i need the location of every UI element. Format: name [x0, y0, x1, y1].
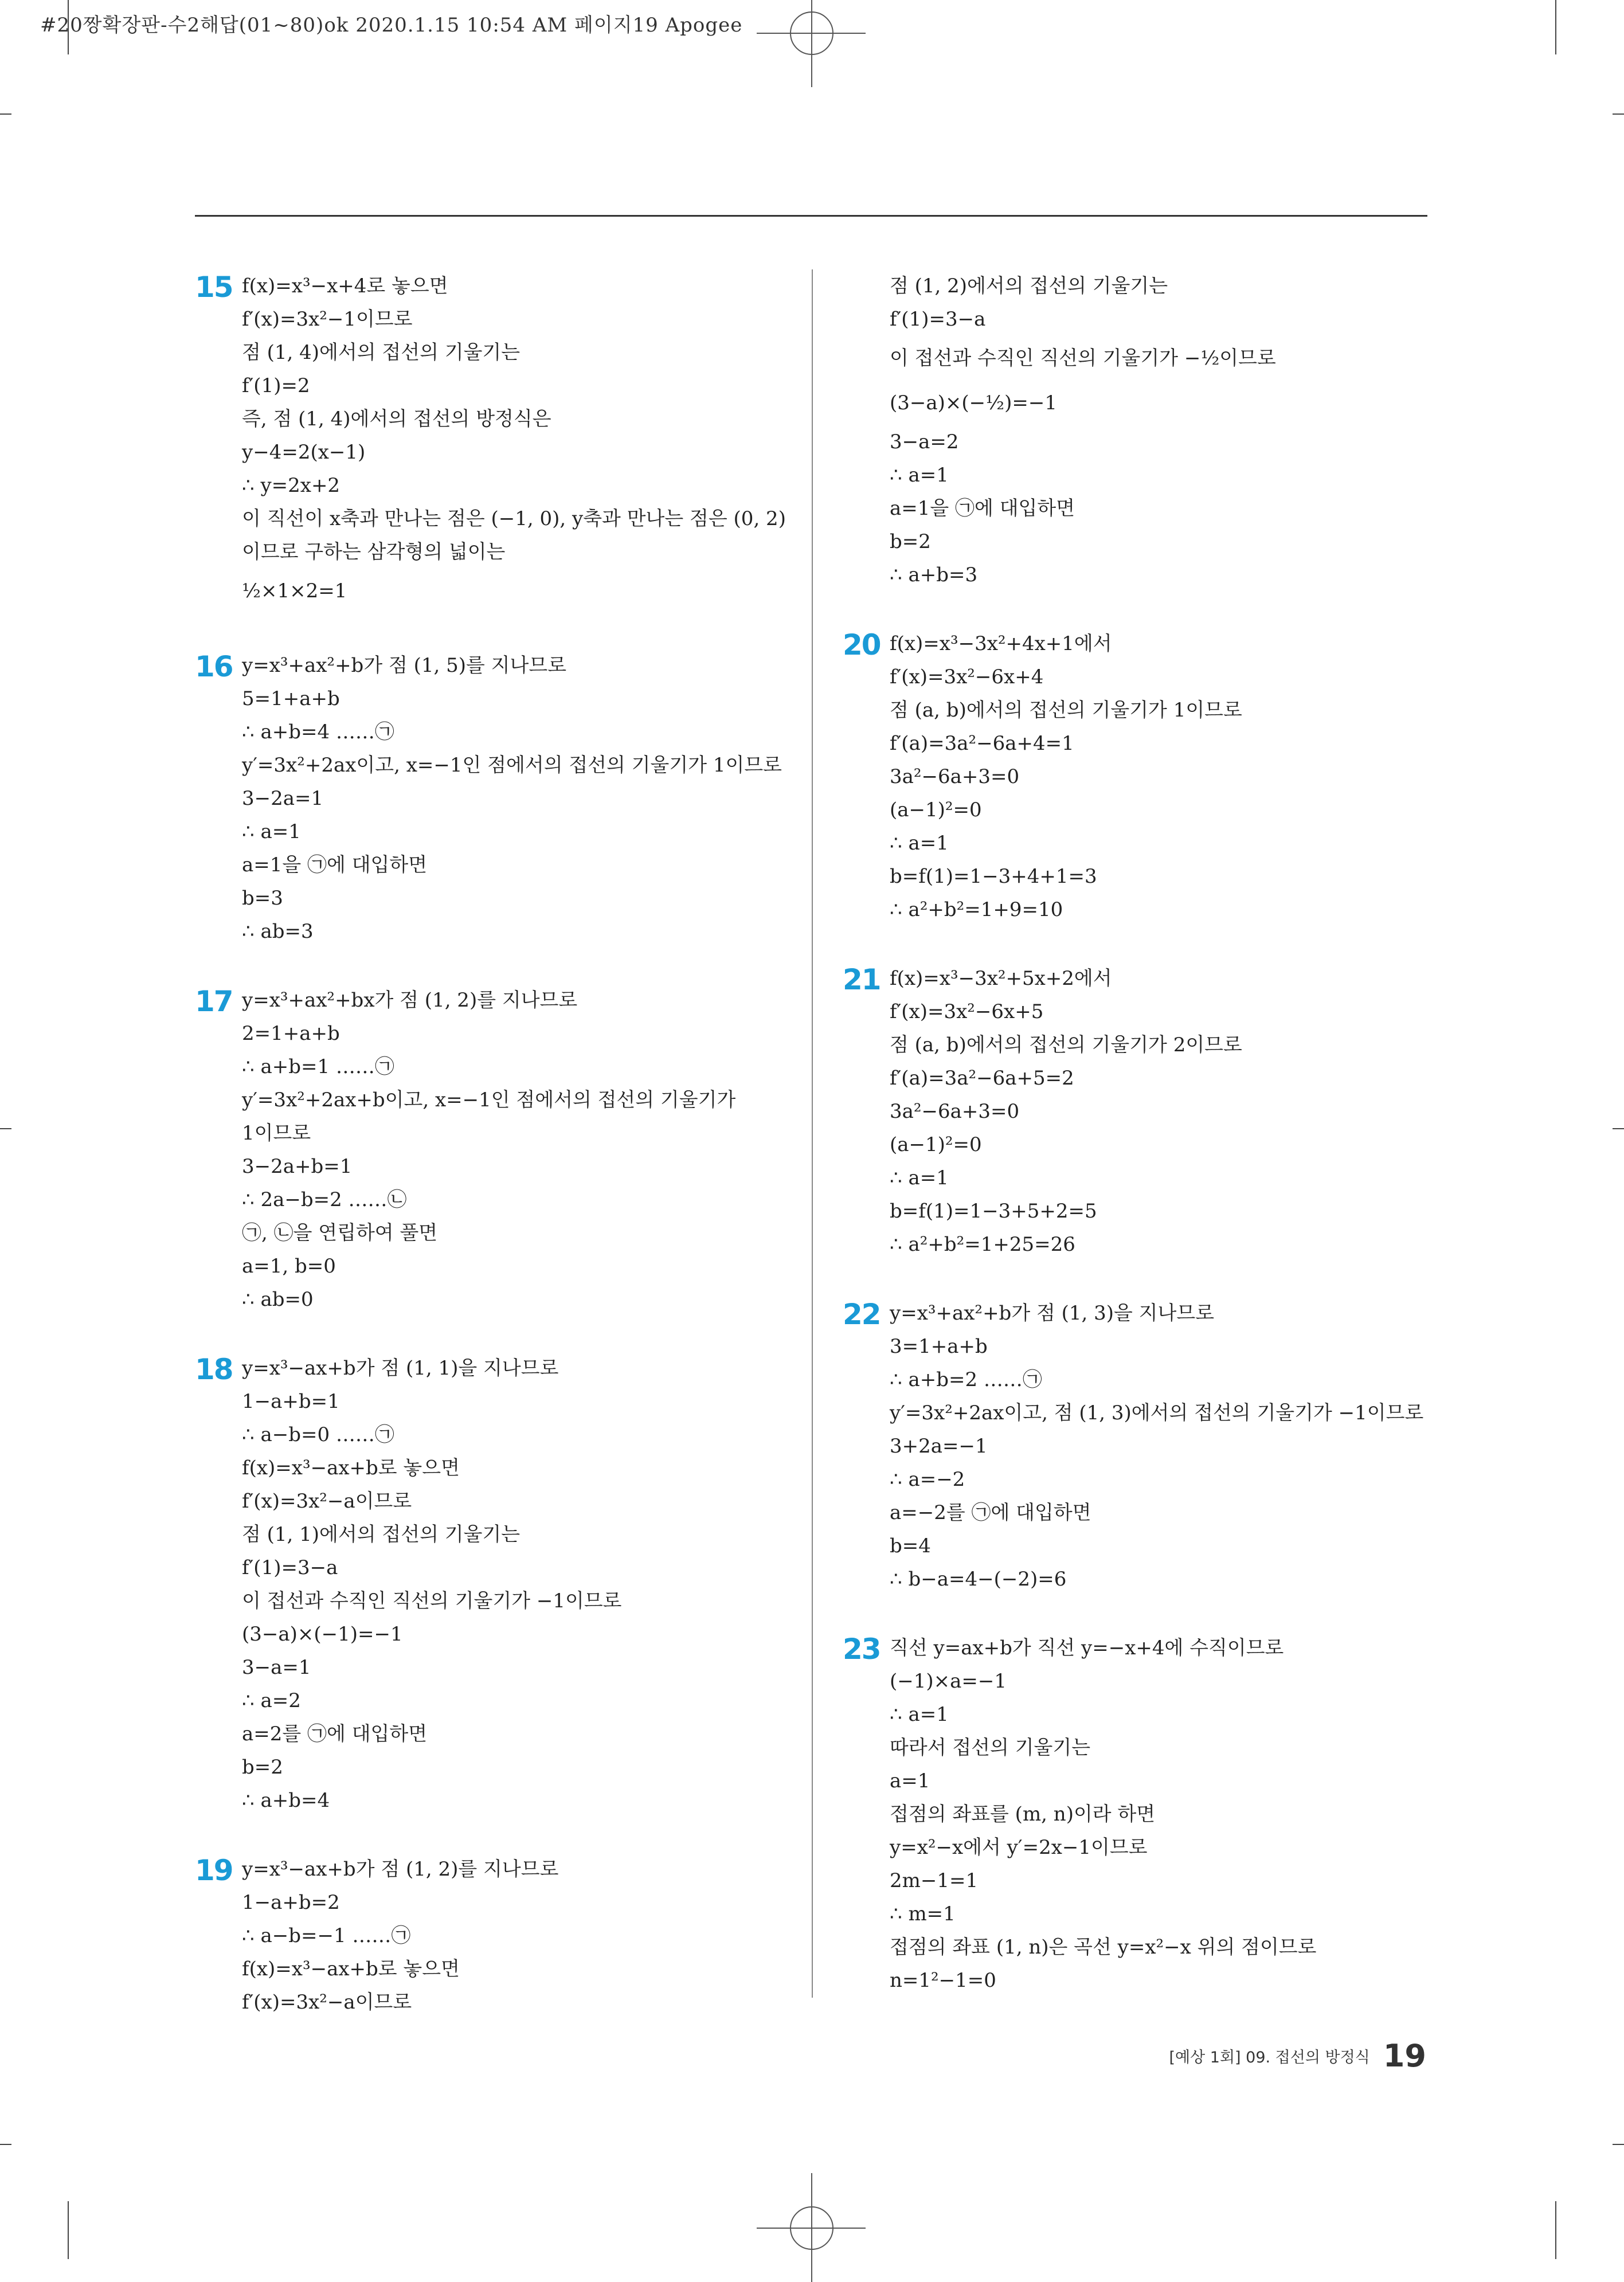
- registration-mark: [790, 2206, 833, 2250]
- crop-mark: [1555, 2201, 1556, 2259]
- solution-line: 3−a=1: [242, 1656, 311, 1679]
- solution-line: 2m−1=1: [890, 1869, 979, 1892]
- registration-mark: [790, 11, 833, 55]
- solution-line: ∴ a=1: [890, 832, 949, 855]
- solution-line: 직선 y=ax+b가 직선 y=−x+4에 수직이므로: [890, 1637, 1284, 1659]
- solution-line: 1−a+b=1: [242, 1390, 340, 1413]
- solution-line: y′=3x²+2ax이고, 점 (1, 3)에서의 접선의 기울기가 −1이므로: [890, 1402, 1424, 1424]
- solution-line: ∴ a²+b²=1+25=26: [890, 1233, 1075, 1256]
- solution-line: ∴ a+b=1 ……㉠: [242, 1055, 394, 1078]
- solution-line: 점 (1, 2)에서의 접선의 기울기는: [890, 275, 1168, 298]
- page-footer: [1169, 2038, 1426, 2074]
- solution-line: 따라서 접선의 기울기는: [890, 1736, 1091, 1759]
- problem-block: [195, 1853, 785, 2019]
- solution-line: b=f(1)=1−3+5+2=5: [890, 1200, 1097, 1223]
- solution-line: 접점의 좌표 (1, n)은 곡선 y=x²−x 위의 점이므로: [890, 1936, 1317, 1959]
- page-number: 19: [1383, 2038, 1426, 2074]
- crop-mark: [0, 113, 11, 115]
- solution-line: 3−2a=1: [242, 787, 324, 810]
- solution-line: 3+2a=−1: [890, 1435, 988, 1458]
- solution-line: y−4=2(x−1): [242, 441, 366, 464]
- solution-line: (a−1)²=0: [890, 798, 982, 821]
- problem-number: 23: [843, 1633, 881, 1666]
- solution-line: a=−2를 ㉠에 대입하면: [890, 1501, 1091, 1524]
- solution-line: (3−a)×(−1)=−1: [242, 1623, 403, 1646]
- header-rule: [195, 215, 1427, 217]
- solution-line: a=1을 ㉠에 대입하면: [890, 497, 1075, 520]
- solution-line: a=2를 ㉠에 대입하면: [242, 1723, 428, 1745]
- solution-line: 5=1+a+b: [242, 687, 340, 710]
- solution-line: ∴ ab=3: [242, 920, 314, 943]
- solution-line: y=x³+ax²+b가 점 (1, 5)를 지나므로: [242, 654, 567, 677]
- solution-line: ∴ ab=0: [242, 1288, 314, 1311]
- solution-line: b=f(1)=1−3+4+1=3: [890, 865, 1097, 888]
- problem-number: 20: [843, 628, 881, 661]
- solution-line: n=1²−1=0: [890, 1969, 996, 1992]
- solution-line: y=x³+ax²+bx가 점 (1, 2)를 지나므로: [242, 989, 578, 1012]
- solution-line: f(x)=x³−ax+b로 놓으면: [242, 1457, 460, 1479]
- problem-block: [195, 1352, 785, 1817]
- problem-block: [843, 1631, 1433, 1997]
- solution-line: ∴ a+b=4: [242, 1789, 330, 1812]
- problem-block: [843, 1297, 1433, 1596]
- solution-line: 점 (a, b)에서의 접선의 기울기가 1이므로: [890, 699, 1242, 722]
- problem-number: 22: [843, 1298, 881, 1331]
- column-divider: [812, 269, 813, 1998]
- solution-line: a=1을 ㉠에 대입하면: [242, 854, 428, 876]
- solution-line: b=2: [242, 1756, 283, 1779]
- solution-line: ∴ a−b=0 ……㉠: [242, 1423, 394, 1446]
- problem-number: 17: [195, 985, 233, 1018]
- solution-line: (3−a)×(−½)=−1: [890, 392, 1057, 414]
- problem-number: 21: [843, 963, 881, 996]
- solution-line: y=x³−ax+b가 점 (1, 2)를 지나므로: [242, 1858, 559, 1881]
- solution-line: f′(1)=3−a: [242, 1556, 338, 1579]
- solution-line: 접점의 좌표를 (m, n)이라 하면: [890, 1803, 1156, 1826]
- solution-line: ∴ a+b=2 ……㉠: [890, 1368, 1042, 1391]
- solution-line: f′(x)=3x²−1이므로: [242, 308, 413, 331]
- crop-mark: [1613, 1128, 1624, 1129]
- problem-block: [843, 269, 1433, 592]
- problem-number: 15: [195, 271, 233, 304]
- problem-block: [195, 984, 785, 1316]
- solution-line: f′(x)=3x²−a이므로: [242, 1490, 412, 1513]
- solution-line: 점 (1, 1)에서의 접선의 기울기는: [242, 1523, 521, 1546]
- left-column: [195, 269, 785, 2054]
- solution-line: ∴ a+b=4 ……㉠: [242, 721, 394, 743]
- solution-line: (a−1)²=0: [890, 1133, 982, 1156]
- solution-line: ∴ a+b=3: [890, 563, 978, 586]
- crop-mark: [0, 1128, 11, 1129]
- solution-line: f′(x)=3x²−6x+4: [890, 666, 1044, 688]
- solution-line: 3−a=2: [890, 430, 959, 453]
- solution-line: ∴ a²+b²=1+9=10: [890, 898, 1063, 921]
- solution-line: ∴ a=1: [890, 1167, 949, 1189]
- solution-line: 1이므로: [242, 1122, 311, 1145]
- printer-slug: #20짱확장판-수2해답(01~80)ok 2020.1.15 10:54 AM 페이지19 Apogee: [40, 14, 743, 37]
- solution-line: 점 (1, 4)에서의 접선의 기울기는: [242, 341, 521, 364]
- solution-line: 즉, 점 (1, 4)에서의 접선의 방정식은: [242, 408, 551, 430]
- solution-line: ½×1×2=1: [242, 580, 347, 602]
- solution-line: f′(x)=3x²−a이므로: [242, 1991, 412, 2014]
- solution-line: ∴ a=−2: [890, 1468, 965, 1491]
- solution-line: f′(a)=3a²−6a+4=1: [890, 732, 1074, 755]
- solution-line: 이 접선과 수직인 직선의 기울기가 −1이므로: [242, 1590, 622, 1612]
- solution-line: 3a²−6a+3=0: [890, 765, 1020, 788]
- solution-line: 3=1+a+b: [890, 1335, 988, 1358]
- solution-line: y=x³+ax²+b가 점 (1, 3)을 지나므로: [890, 1302, 1215, 1325]
- problem-block: [843, 962, 1433, 1261]
- solution-line: y′=3x²+2ax+b이고, x=−1인 점에서의 접선의 기울기가: [242, 1089, 736, 1111]
- right-column: [843, 269, 1433, 2033]
- solution-line: ∴ 2a−b=2 ……㉡: [242, 1188, 407, 1211]
- solution-line: ∴ a=1: [890, 464, 949, 487]
- problem-block: [195, 649, 785, 948]
- solution-line: f′(1)=3−a: [890, 308, 986, 331]
- solution-line: b=4: [890, 1535, 931, 1557]
- solution-line: 3a²−6a+3=0: [890, 1100, 1020, 1123]
- solution-line: b=2: [890, 530, 931, 553]
- crop-mark: [0, 2144, 11, 2145]
- solution-line: f(x)=x³−3x²+4x+1에서: [890, 632, 1112, 655]
- solution-line: f′(x)=3x²−6x+5: [890, 1000, 1044, 1023]
- solution-line: y=x²−x에서 y′=2x−1이므로: [890, 1836, 1148, 1859]
- solution-line: ∴ m=1: [890, 1903, 956, 1925]
- solution-line: ∴ a=2: [242, 1689, 301, 1712]
- crop-mark: [68, 2201, 69, 2259]
- solution-line: 1−a+b=2: [242, 1891, 340, 1914]
- solution-line: ㉠, ㉡을 연립하여 풀면: [242, 1222, 438, 1244]
- crop-mark: [1613, 2144, 1624, 2145]
- crop-mark: [1613, 113, 1624, 115]
- solution-line: 이 직선이 x축과 만나는 점은 (−1, 0), y축과 만나는 점은 (0, 2): [242, 507, 786, 530]
- solution-line: (−1)×a=−1: [890, 1670, 1007, 1693]
- solution-line: 점 (a, b)에서의 접선의 기울기가 2이므로: [890, 1034, 1242, 1056]
- solution-line: 2=1+a+b: [242, 1022, 340, 1045]
- solution-line: 이 접선과 수직인 직선의 기울기가 −½이므로: [890, 347, 1276, 370]
- solution-line: ∴ a−b=−1 ……㉠: [242, 1924, 411, 1947]
- solution-line: f(x)=x³−ax+b로 놓으면: [242, 1958, 460, 1980]
- solution-line: y′=3x²+2ax이고, x=−1인 점에서의 접선의 기울기가 1이므로: [242, 754, 782, 777]
- solution-line: ∴ a=1: [890, 1703, 949, 1726]
- solution-line: ∴ b−a=4−(−2)=6: [890, 1568, 1067, 1591]
- solution-line: f(x)=x³−x+4로 놓으면: [242, 275, 448, 298]
- solution-line: a=1, b=0: [242, 1255, 336, 1278]
- solution-line: 이므로 구하는 삼각형의 넓이는: [242, 541, 506, 563]
- crop-mark: [1555, 0, 1556, 54]
- problem-number: 19: [195, 1854, 233, 1887]
- problem-block: [843, 627, 1433, 926]
- solution-line: y=x³−ax+b가 점 (1, 1)을 지나므로: [242, 1357, 559, 1380]
- footer-section-label: [예상 1회] 09. 접선의 방정식: [1169, 2049, 1370, 2066]
- solution-line: ∴ y=2x+2: [242, 474, 341, 497]
- solution-line: b=3: [242, 887, 283, 910]
- solution-line: f′(a)=3a²−6a+5=2: [890, 1067, 1074, 1090]
- solution-line: f(x)=x³−3x²+5x+2에서: [890, 967, 1112, 990]
- problem-number: 16: [195, 650, 233, 683]
- solution-line: ∴ a=1: [242, 820, 301, 843]
- problem-number: 18: [195, 1353, 233, 1386]
- problem-block: [195, 269, 785, 613]
- solution-line: f′(1)=2: [242, 374, 310, 397]
- solution-line: a=1: [890, 1770, 930, 1792]
- solution-line: 3−2a+b=1: [242, 1155, 353, 1178]
